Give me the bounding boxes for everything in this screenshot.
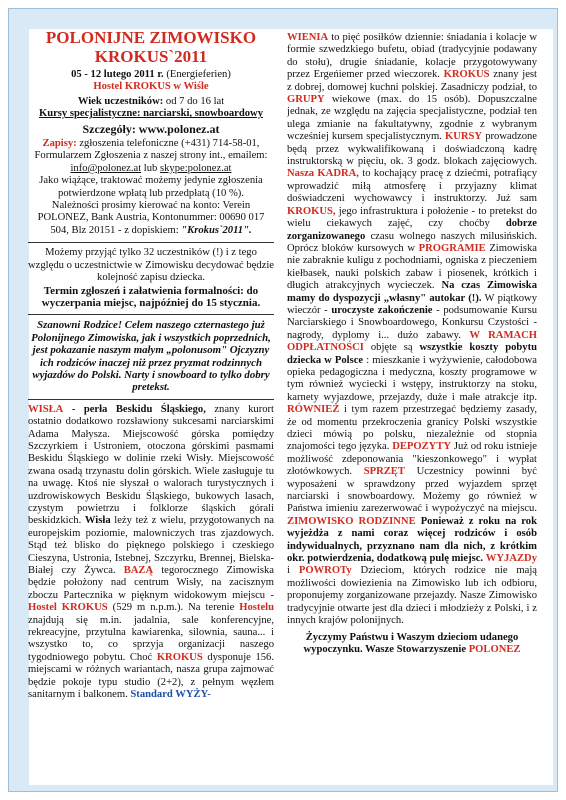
right-column <box>287 32 537 770</box>
deadline-text: Termin zgłoszeń i załatwienia formalności: do wyczerpania miejsc, najpóźniej do 15 stycznia. <box>41 284 261 309</box>
bank-reference: "Krokus`2011". <box>181 224 252 236</box>
dates: 05 - 12 lutego 2011 r. <box>71 69 164 80</box>
courses-text: prowadzone będą przez wykwalifikowaną i doświadczoną kadrę instruktorską w pięciu, ok. 3 godz. blokach zajęciowych. <box>287 131 537 168</box>
binding-text: Jako wiążące, traktować możemy jedynie zgłoszenia potwierdzone wpłatą lub przedpłatą (10 %). <box>39 175 263 199</box>
payment-heading: W RAMACH ODPŁATNOŚCI <box>287 329 537 354</box>
krokus-kitchen: KROKUS <box>443 69 490 81</box>
meals-text: to pięć posiłków dziennie: śniadania i kolacje w formie szwedzkiego bufetu, obiad (tradycyjnie podawany do stołu), drugie śniadanie, kolacje przygotowywany przez Ergeńiemer przed wieczorek. <box>287 32 537 81</box>
hostel-text-2: znajdują się m.in. jadalnia, sale konferencyjne, rekreacyjne, przytulna kawiarenka, silownia, sauna... i wszystko to, co sprzyja organizacji naszego tygodniowego pobytu. Choć <box>28 614 274 663</box>
skype-link[interactable]: skype:polonez.at <box>160 162 232 174</box>
age-value: od 7 do 16 lat <box>165 95 225 107</box>
left-column <box>28 28 274 766</box>
free-time-bold: dobrze zorganizowanego <box>287 218 537 242</box>
hostel-line: Hostel KROKUS w Wiśle <box>93 81 209 93</box>
deposits-text: Już od roku istnieje możliwość zdeponowania "kieszonkowego" i wypłat złotówkowych. <box>287 441 537 478</box>
program-text: Zimowiska nie zabraknie kuligu z pochodniami, ogniska z pieczeniem kiełbasek, nauki polskich zabaw i piosenek, krótkich i długich atrakcyjnych wycieczek. <box>287 242 537 292</box>
divider-2 <box>28 314 274 315</box>
registration-label: Zapisy: <box>42 138 77 150</box>
hostelu-heading: Hostelu <box>239 602 274 614</box>
deposits-heading: DEPOZYTY <box>392 441 452 453</box>
wisla-text-2: leży też z wielu, przygotowanych na europejskim poziomie, malowniczych tras zjazdowych. Stąd też blisko do pięknego polskiego i czeskiego Cieszyna, Ustronia, Istebnej, Szczyrku, Brennej, Bielska-Białej czy Żywca. <box>28 515 274 577</box>
bus-note: Na czas Zimowiska mamy do dyspozycji „własny" autokar (!). <box>287 280 537 304</box>
rowniez-heading: RÓWNIEŻ <box>287 404 340 416</box>
trips-and: i <box>287 565 290 577</box>
hostel-text: (529 m n.p.m.). Na terenie <box>112 602 235 614</box>
dates-line <box>28 69 274 81</box>
age-label: Wiek uczestników: <box>77 95 164 107</box>
kursy-heading: KURSY <box>444 131 483 143</box>
ceremony-text: - podsumowanie Kursu Narciarskiego i Snowboardowego, Konkursu Czystości - nagrody, dyplomy i... dużo zabawy. <box>287 304 537 341</box>
bank-body: Należności prosimy kierować na konto: Verein POLONEZ, Bank Austria, Kontonummer: 00690 017 504, Blz 20151 - z dopiskiem: <box>37 200 265 236</box>
closing-text: Życzymy Państwu i Waszym dzieciom udanego wypoczynku. Wasze Stowarzyszenie <box>303 631 519 655</box>
baza-heading: BAZĄ <box>123 565 154 577</box>
baza-text: tegorocznego Zimowiska będzie położony nad centrum Wisły, na zacisznym zboczu Partecznika w pięknym widokowym miejscu - <box>28 565 274 601</box>
transport-text: Dzieciom, których rodzice nie mają możliwości dowiezienia na Zimowisko lub ich odbioru, proponujemy zorganizowane przejazdy. Nasze Zimowisko tradycyjnie otwarte jest dla dzieci i młodzieży z Polski, i z innych krajów polonijnych. <box>287 565 537 627</box>
right-paragraph <box>287 32 537 628</box>
registration-lub: lub <box>143 162 158 174</box>
wisla-heading: WISŁA <box>28 403 64 415</box>
title-line-2: KROKUS`2011 <box>94 47 208 66</box>
infra-text: jego infrastruktura i położenie - to pretekst do wielu ciekawych zajęć, czy choćby <box>287 205 537 230</box>
page-title <box>28 28 274 66</box>
hostel-name: Hostel KROKUS <box>28 602 108 614</box>
trips-heading: WYJAZDy <box>485 553 537 565</box>
wisla-paragraph <box>28 404 274 702</box>
kitchen-text: znany jest z dobrej, domowej kuchni polskiej. Zasadniczy podział, to <box>287 69 537 93</box>
wienia-heading: WIENIA <box>287 32 329 43</box>
registration-text <box>28 138 274 175</box>
limits-text: Możemy przyjąć tylko 32 uczestników (!) i z tego względu o uczestnictwie w Zimowisku decydować będzie kolejność zapisu dziecka. <box>28 247 274 284</box>
wisla-text-1: znany kurort ostatnio dodatkowo rozsławiony sukcesami narciarskimi Adama Małysza. Miejscowość górska pomiędzy Szczyrkiem i Ustroniem, otoczona górskimi pasmami Beskidu Śląskiego w dolinie rzeki Wisły. Miejscowość zwana osadą trzynastu dolin górskich. Wiele zasługuje tu na uwagę. Ktoś nie słyszał o walorach turystycznych i uzdrowiskowych Beskidu Śląskiego, bukowych lasach, czystym powietrzu i folklorze śląskich górali beskidzkich. <box>28 403 274 527</box>
standard-heading: Standard WYŻY- <box>130 689 211 701</box>
language-text: i tym razem przestrzegać będziemy zasady, że od momentu przekroczenia granicy Polski wszystkie dzieci mówią po polsku, niezależnie od stopnia znajomości tego języka. <box>287 404 537 453</box>
friday-text: W piątkowy wieczór - <box>287 292 537 316</box>
age-line <box>28 96 274 108</box>
equipment-text: Uczestnicy powinni być wyposażeni w sprawdzony przed wyjazdem sprzęt narciarski i snowboardowy. Możemy go również w Państwa imieniu zarezerwować i wypożyczyć na miejscu. <box>287 466 537 515</box>
dates-note: (Energieferien) <box>166 69 231 80</box>
costs-bold: wszystkie koszty pobytu dziecka w Polsce <box>287 342 537 366</box>
groups-text: wiekowe (max. do 15 osób). Dopuszczalne jednak, ze względu na zajęcia specjalistyczne, podział ten ulega zmianie na fakultatywny, zgodnie z wybranym wcześniej kursem specjalistycznym. <box>287 94 537 143</box>
polonez-signature: POLONEZ <box>468 643 521 655</box>
equipment-heading: SPRZĘT <box>363 466 405 478</box>
kadra-heading: Nasza KADRA, <box>287 168 359 180</box>
registration-body: zgłoszenia telefoniczne (+431) 714-58-01, Formularzem Zgłoszenia z naszej strony int., emailem: <box>34 138 268 162</box>
costs-text: : mieszkanie i wyżywienie, całodobowa opieka pedagogiczna i medyczna, koszty programowe w tym również wyciecki i wstępy, instruktorzy na stoku, karnety wyjazdowe, przejazdy, duże i małe atrakcje itp. <box>287 354 537 403</box>
krokus-inline: KROKUS <box>156 651 203 663</box>
title-line-1: POLONIJNE ZIMOWISKO <box>45 28 257 47</box>
krokus-infra: KROKUS, <box>287 205 336 217</box>
courses-line: Kursy specjalistyczne: narciarski, snowboardowy <box>38 108 264 120</box>
closing-ceremony: uroczyste zakończenie <box>331 304 433 316</box>
staff-text: to kochający pracę z dziećmi, potrafiący wprowadzić miłą atmosferę i przyjazny klimat doświadczeni wychowawcy i instruktorzy. Już sam <box>287 168 537 205</box>
grupy-heading: GRUPY <box>287 94 325 106</box>
appeal-text: Szanowni Rodzice! Celem naszego czternastego już Polonijnego Zimowiska, jak i wszystkich poprzednich, jest pokazanie naszym małym „polonusom" Ojczyzny ich rodziców inaczej niż przez pryzmat rodzinnych wyjazdów do Polski. Narty i snowboard to tylko dobry pretekst. <box>31 319 271 394</box>
family-text: Ponieważ z roku na rok wyjeżdża z nami coraz więcej rodziców i osób indywidualnych, przyznano nam dla nich, z krótkim okr. potwierdzenia, dodatkową pulę miejsc. <box>287 515 537 565</box>
wisla-subheading: - perła Beskidu Śląskiego, <box>71 403 206 415</box>
closing-line <box>287 632 537 657</box>
wisla-inline: Wisła <box>84 515 111 527</box>
divider-1 <box>28 242 274 243</box>
returns-heading: POWROTy <box>298 565 352 577</box>
family-heading: ZIMOWISKO RODZINNE <box>287 515 416 527</box>
hostel-text-3: dysponuje 156. miejscami w różnych wariantach, nasza grupa zajmować będzie pokoje typu studio (2+2), z pełnym węzłem sanitarnym i balkonem. <box>28 651 274 701</box>
free-time-text: czasu wolnego naszych milusińskich. Oprócz bloków kursowych w <box>287 230 537 254</box>
bank-text <box>28 200 274 237</box>
details-link[interactable]: Szczegóły: www.polonez.at <box>82 121 220 136</box>
payment-text: objęte są <box>370 342 413 354</box>
divider-3 <box>28 399 274 400</box>
program-heading: PROGRAMIE <box>418 242 486 254</box>
email-link[interactable]: info@polonez.at <box>70 162 142 174</box>
